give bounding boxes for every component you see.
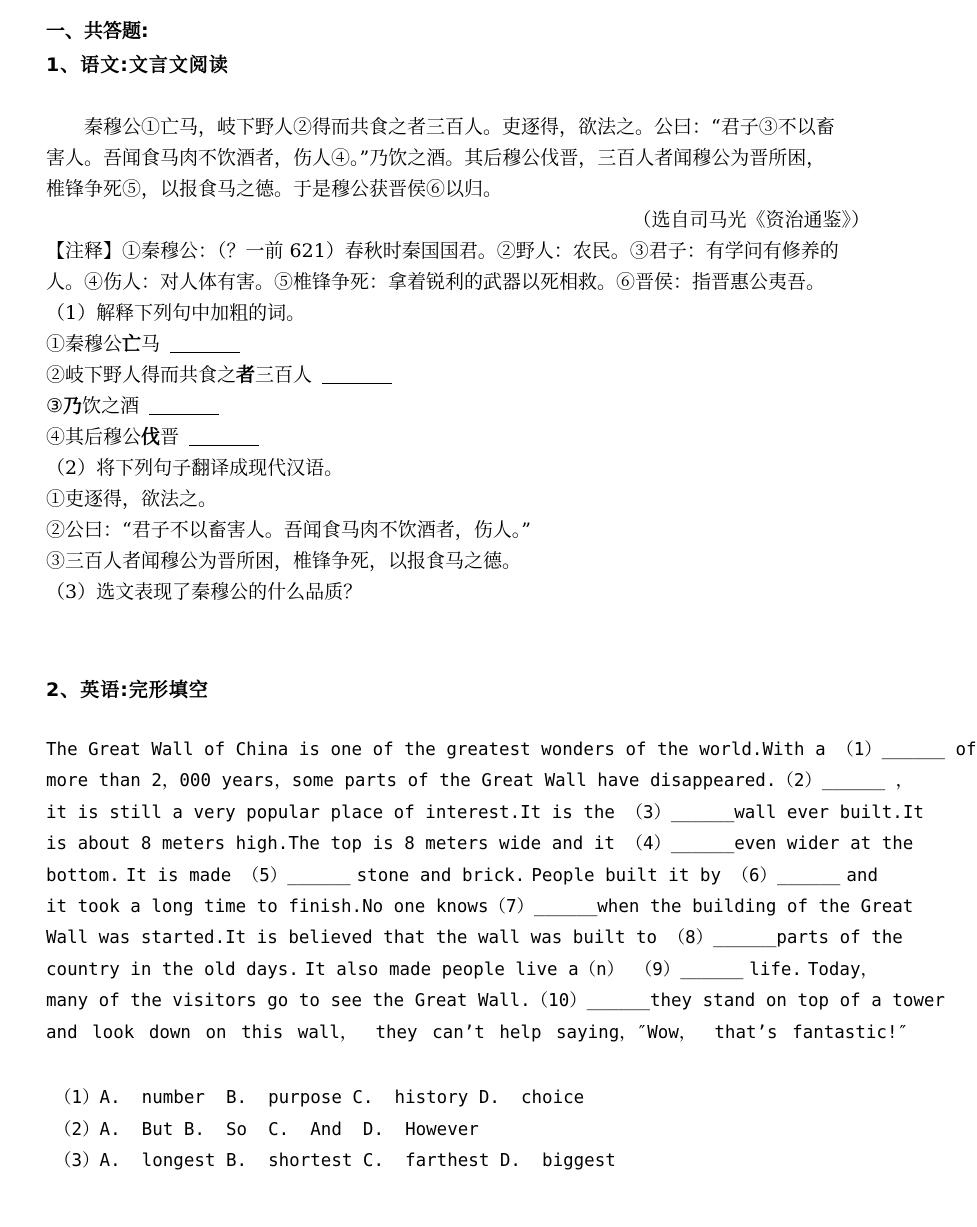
bold-word: 亡: [122, 333, 142, 355]
cloze-text: that’s fantastic!″: [714, 1022, 909, 1043]
answer-blank[interactable]: [189, 444, 259, 446]
cloze-line: [46, 829, 914, 860]
cloze-line: [46, 955, 878, 986]
cloze-text: it is still a very popular place of interest.: [46, 802, 521, 823]
cloze-text: parts of the: [776, 928, 903, 949]
cloze-text: is about 8 meters high.: [46, 834, 289, 855]
cloze-text: （10）______: [530, 991, 650, 1012]
options-line: （2）A. But B. So C. And D. However: [54, 1120, 479, 1140]
answer-blank[interactable]: [170, 351, 240, 353]
cloze-text: No one knows（7）______: [362, 896, 598, 917]
cloze-text: country in the old days.: [46, 959, 299, 980]
part-1-prompt: （1）解释下列句中加粗的词。: [46, 302, 306, 324]
vocab-item: ④其后穆公伐晋: [46, 422, 908, 453]
answer-blank[interactable]: [149, 413, 219, 415]
cloze-text: The top is 8 meters wide and it （4）______: [288, 834, 735, 855]
passage-line: 椎锋争死⑤，以报食马之德。于是穆公获晋侯⑥以归。: [46, 178, 503, 200]
passage-source: （选自司马光《资治通鉴》）: [632, 209, 870, 231]
options-line: （1）A. number B. purpose C. history D. choice: [54, 1088, 585, 1108]
cloze-text: Today，: [807, 959, 878, 980]
cloze-line: [46, 735, 977, 766]
answer-blank[interactable]: [322, 382, 392, 384]
cloze-text: It is made （5）______: [125, 865, 351, 886]
cloze-text: With a （1）______ of: [762, 740, 977, 760]
bold-word: 乃: [63, 395, 83, 417]
cloze-line: [46, 986, 945, 1017]
passage-line: 害人。吾闻食马肉不饮酒者，伤人④。”乃饮之酒。其后穆公伐晋，三百人者闻穆公为晋所困，: [46, 147, 826, 169]
question-1-heading: 1、语文:文言文阅读: [46, 54, 229, 76]
cloze-line: [46, 1018, 909, 1049]
vocab-item: ②岐下野人得而共食之者三百人: [46, 360, 908, 391]
options-line: （3）A. longest B. shortest C. farthest D. biggest: [54, 1151, 616, 1171]
cloze-text: It is believed that the wall was built to （8）______: [225, 928, 777, 949]
cloze-text: bottom.: [46, 865, 120, 886]
cloze-text: life.: [749, 959, 802, 980]
part-2-prompt: （2）将下列句子翻译成现代汉语。: [46, 457, 344, 479]
cloze-text: People built it by （6）______: [531, 865, 841, 886]
translate-item: ①吏逐得，欲法之。: [46, 488, 218, 510]
cloze-text: and look down on this wall，: [46, 1022, 358, 1043]
passage-line: 秦穆公①亡马，岐下野人②得而共食之者三百人。吏逐得，欲法之。公曰：“君子③不以畜: [46, 116, 835, 138]
cloze-text: It is the （3）______: [520, 802, 735, 823]
cloze-line: [46, 892, 914, 923]
cloze-text: some parts of the Great Wall have disappeared.: [291, 771, 777, 792]
notes-line: 【注释】①秦穆公：（？一前 621）春秋时秦国国君。②野人：农民。③君子：有学问有修养的: [46, 240, 839, 262]
cloze-text: It: [902, 802, 924, 823]
cloze-text: it took a long time to finish.: [46, 896, 363, 917]
vocab-item: ③乃饮之酒: [46, 391, 908, 422]
cloze-text: they stand on top of a tower: [649, 991, 945, 1012]
translate-item: ②公曰：“君子不以畜害人。吾闻食马肉不饮酒者，伤人。”: [46, 519, 531, 541]
cloze-text: The Great Wall of China is one of the greatest wonders of the world.: [46, 740, 763, 760]
cloze-passage: [46, 735, 977, 1049]
cloze-text: It also made people live a（n） （9）______: [304, 959, 744, 980]
classical-passage: [46, 112, 908, 608]
section-heading: 一、共答题:: [46, 20, 149, 42]
cloze-text: Wall was started.: [46, 928, 226, 949]
cloze-line: [46, 861, 878, 892]
notes-line: 人。④伤人：对人体有害。⑤椎锋争死：拿着锐利的武器以死相救。⑥晋侯：指晋惠公夷吾。: [46, 271, 826, 293]
cloze-text: wall ever built.: [734, 802, 903, 823]
question-2-heading: 2、英语:完形填空: [46, 679, 209, 701]
cloze-text: more than 2，000 years，: [46, 771, 292, 792]
cloze-text: stone and brick.: [356, 865, 526, 886]
bold-word: 伐: [141, 426, 161, 448]
bold-word: 者: [236, 364, 256, 386]
vocab-item: ①秦穆公亡马: [46, 329, 908, 360]
cloze-text: many of the visitors go to see the Great Wall.: [46, 991, 531, 1012]
cloze-text: and: [846, 865, 878, 886]
cloze-text: even wider at the: [734, 834, 914, 855]
cloze-text: they can’t help saying，″Wow，: [375, 1022, 697, 1043]
cloze-line: [46, 798, 924, 829]
cloze-text: （2）______ ，: [776, 771, 914, 792]
cloze-text: when the building of the Great: [597, 896, 914, 917]
cloze-line: [46, 766, 914, 797]
cloze-line: [46, 923, 903, 954]
part-3-prompt: （3）选文表现了秦穆公的什么品质？: [46, 581, 363, 603]
translate-item: ③三百人者闻穆公为晋所困，椎锋争死，以报食马之德。: [46, 550, 522, 572]
